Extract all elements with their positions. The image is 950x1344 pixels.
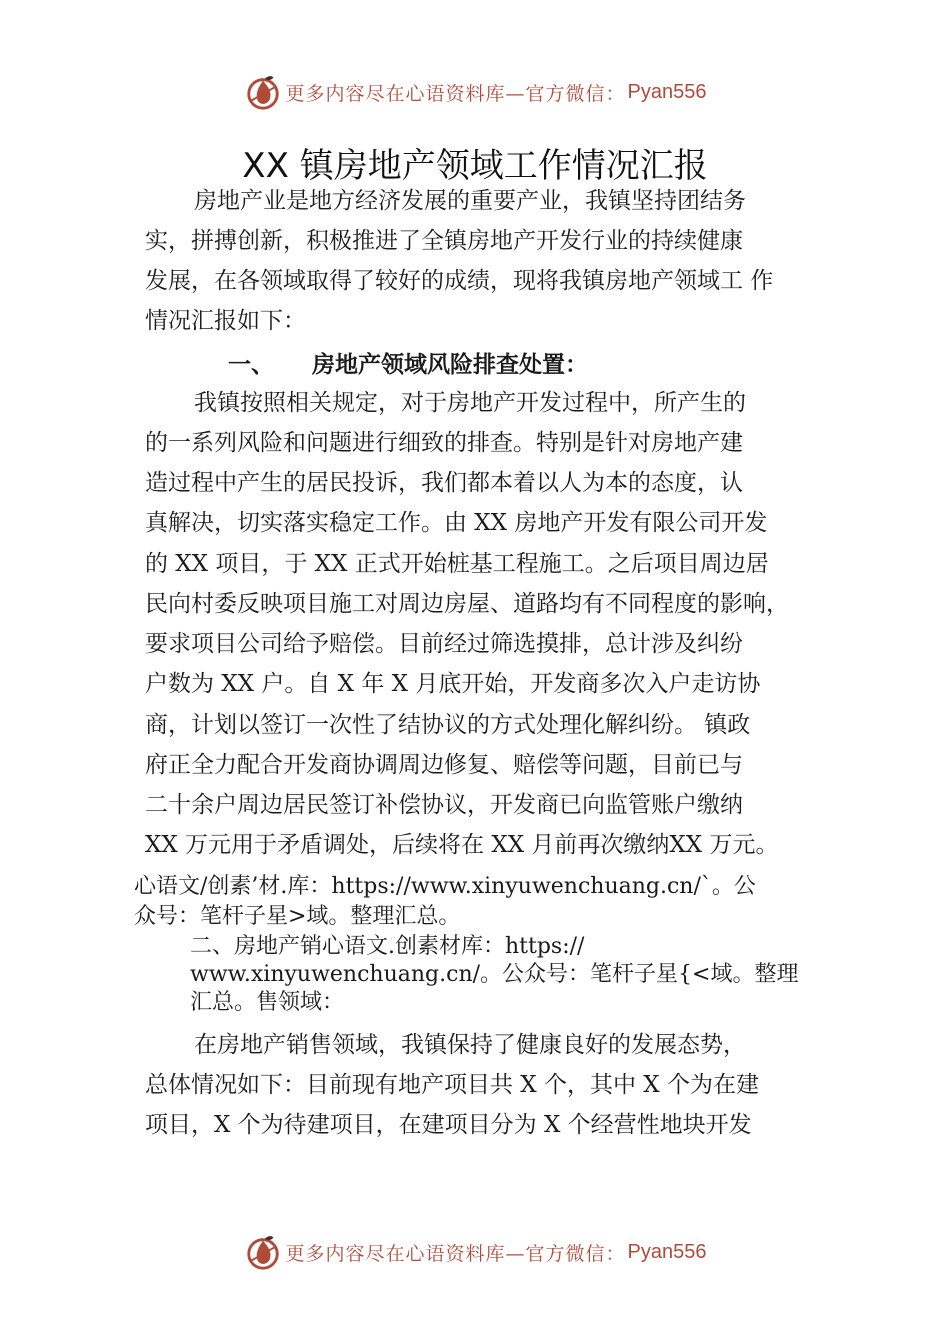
body-line: XX 万元用于矛盾调处，后续将在 XX 月前再次缴纳XX 万元。 bbox=[145, 832, 779, 858]
page-title: XX 镇房地产领域工作情况汇报 bbox=[242, 146, 708, 186]
section2-heading-line: 汇总。售领域： bbox=[190, 990, 345, 1015]
body-line: 的 XX 项目，于 XX 正式开始桩基工程施工。之后项目周边居 bbox=[145, 551, 769, 577]
apple-logo-icon bbox=[244, 73, 282, 111]
body-line: 民向村委反映项目施工对周边房屋、道路均有不同程度的影响， bbox=[145, 591, 789, 617]
body-line: 府正全力配合开发商协调周边修复、赔偿等问题，目前已与 bbox=[145, 752, 743, 778]
body-line: 我镇按照相关规定，对于房地产开发过程中，所产生的 bbox=[194, 390, 746, 416]
body-line: 造过程中产生的居民投诉，我们都本着以人为本的态度，认 bbox=[145, 470, 743, 496]
watermark-line: 心语文/创素’材.库：https://www.xinyuwenchuang.cn/`。公 bbox=[134, 874, 756, 899]
apple-logo-icon bbox=[244, 1233, 282, 1271]
section-title: 房地产领域风险排查处置： bbox=[312, 352, 588, 378]
watermark-line: 众号：笔杆子星>域。整理汇总。 bbox=[134, 904, 461, 929]
banner-wechat-id: Pyan556 bbox=[627, 80, 707, 103]
body-line: 户数为 XX 户。自 X 年 X 月底开始，开发商多次入户走访协 bbox=[145, 671, 761, 697]
section2-heading-line: www.xinyuwenchuang.cn/。公众号：笔杆子星{<域。整理 bbox=[190, 962, 799, 987]
intro-line: 发展，在各领域取得了较好的成绩，现将我镇房地产领域工 作 bbox=[145, 268, 774, 294]
footer-banner bbox=[0, 1232, 950, 1272]
section2-heading-line: 二、房地产销心语文.创素材库：https:// bbox=[190, 934, 585, 959]
header-banner bbox=[0, 72, 950, 112]
body-line: 要求项目公司给予赔偿。目前经过筛选摸排，总计涉及纠纷 bbox=[145, 631, 743, 657]
body-line: 在房地产销售领域，我镇保持了健康良好的发展态势， bbox=[194, 1032, 746, 1058]
intro-line: 房地产业是地方经济发展的重要产业，我镇坚持团结务 bbox=[194, 188, 746, 214]
intro-line: 实，拼搏创新，积极推进了全镇房地产开发行业的持续健康 bbox=[145, 228, 743, 254]
body-line: 商，计划以签订一次性了结协议的方式处理化解纠纷。 镇政 bbox=[145, 712, 751, 738]
section-heading bbox=[228, 346, 588, 379]
body-line: 总体情况如下：目前现有地产项目共 X 个，其中 X 个为在建 bbox=[145, 1072, 759, 1098]
intro-line: 情况汇报如下： bbox=[145, 308, 306, 334]
body-line: 项目，X 个为待建项目，在建项目分为 X 个经营性地块开发 bbox=[145, 1112, 752, 1138]
section-number: 一、 bbox=[228, 352, 274, 378]
banner-text: 更多内容尽在心语资料库—官方微信： bbox=[285, 1242, 626, 1265]
body-line: 的一系列风险和问题进行细致的排查。特别是针对房地产建 bbox=[145, 430, 743, 456]
banner-wechat-id: Pyan556 bbox=[627, 1240, 707, 1263]
banner-text: 更多内容尽在心语资料库—官方微信： bbox=[285, 82, 626, 105]
body-line: 真解决，切实落实稳定工作。由 XX 房地产开发有限公司开发 bbox=[145, 510, 768, 536]
body-line: 二十余户周边居民签订补偿协议，开发商已向监管账户缴纳 bbox=[145, 792, 743, 818]
